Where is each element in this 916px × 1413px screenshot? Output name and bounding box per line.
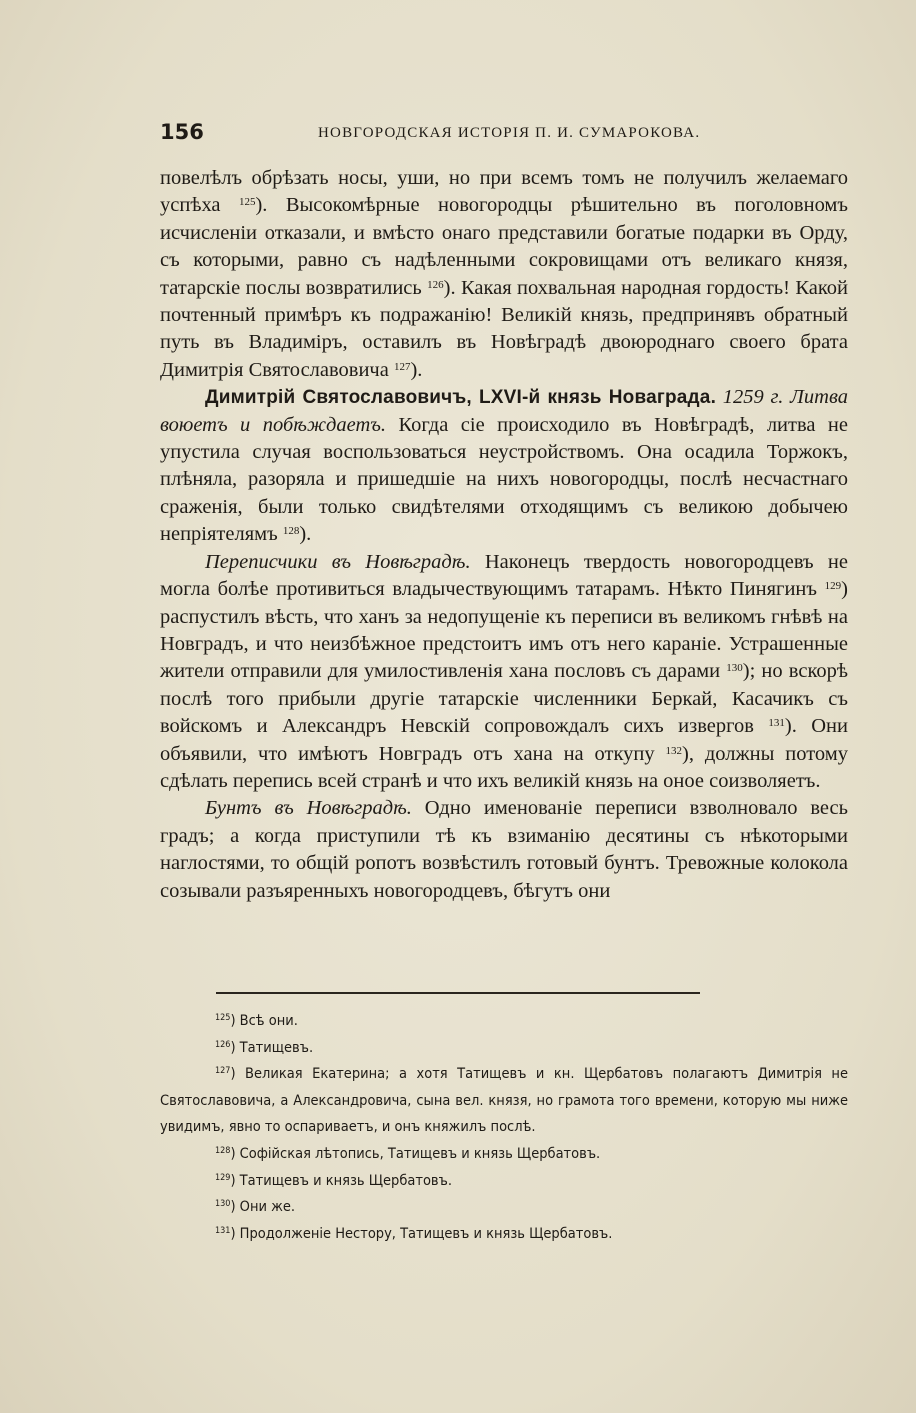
footnote-ref: 132 (665, 744, 682, 757)
year-note: 1259 г. (716, 386, 791, 409)
text-span: ). (299, 523, 312, 546)
footnote-ref: 125 (238, 196, 256, 209)
text-span: Когда сіе происходило въ Новѣградѣ, литва не упустила случая воспользоваться неустройствомъ. Она осадила Торжокъ, плѣняла, разоряла и пришедшіе на нихъ новогородцы, послѣ несчастнаго сраженія, были только свидѣтелями отходящимъ съ великою добычею непріятелямъ (160, 413, 849, 546)
footnote (160, 1221, 848, 1248)
footnote (160, 1194, 848, 1221)
footnote-text: ) Софійская лѣтопись, Татищевъ и князь Щербатовъ. (230, 1145, 601, 1162)
footnote (160, 1008, 848, 1035)
footnote-text: ) Они же. (230, 1199, 296, 1216)
side-heading: Бунтъ въ Новѣградѣ. (205, 797, 412, 820)
page-header (160, 120, 860, 150)
text-span: ) распустилъ вѣсть, что ханъ за недопущеніе къ переписи въ великомъ гнѣвѣ на Новградъ, и что неизбѣжное предстоитъ имъ отъ него караніе. Устрашенные жители отправили для умилостивленія хана пословъ съ дарами (160, 578, 848, 683)
paragraph-3 (160, 549, 848, 796)
text-span: повелѣлъ обрѣзать носы, уши, но при всемъ томъ не получилъ желаемаго успѣха (160, 167, 848, 217)
footnote (160, 1035, 848, 1062)
footnote-ref: 130 (726, 662, 743, 675)
footnote-number: 127 (215, 1066, 231, 1077)
footnote-number: 130 (215, 1199, 231, 1210)
text-span: ). Высокомѣрные новогородцы рѣшительно въ поголовномъ исчисленіи отказали, и вмѣсто онаго представили богатые подарки въ Орду, съ которыми, равно съ надѣленными сокровищами отъ великаго князя, татарскіе послы возвратились (160, 194, 849, 299)
side-heading: Литва воюетъ и побѣждаетъ. (160, 386, 848, 436)
footnote-text: ) Великая Екатерина; а хотя Татищевъ и кн. Щербатовъ полагаютъ Димитрія не Святославовича, а Александровича, сына вел. князя, но грамота того времени, которую мы ниже увидимъ, явно то оспариваетъ, и онъ княжилъ послѣ. (160, 1066, 848, 1136)
footnote-text: ) Татищевъ. (230, 1039, 314, 1056)
text-span: ). Какая похвальная народная гордость! Какой почтенный примѣръ къ подражанію! Великій князь, предпринявъ обратный путь въ Владиміръ, оставилъ въ Новѣградѣ двоюроднаго своего брата Димитрія Святославовича (160, 276, 848, 381)
running-title: НОВГОРОДСКАЯ ИСТОРІЯ П. И. СУМАРОКОВА. (318, 125, 701, 141)
footnote-number: 131 (215, 1225, 231, 1236)
paragraph-4 (160, 795, 848, 905)
footnote (160, 1061, 848, 1141)
footnote-number: 126 (215, 1039, 231, 1050)
section-heading: Димитрій Святославовичъ, LXVI-й князь Новаграда. (205, 387, 717, 409)
paragraph-1 (160, 165, 848, 384)
page-number: 156 (160, 120, 204, 144)
footnote-text: ) Всѣ они. (230, 1013, 298, 1029)
footnote-number: 129 (215, 1172, 231, 1183)
footnote-ref: 128 (282, 525, 300, 538)
text-span: Одно именованіе переписи взволновало весь градъ; а когда приступили тѣ къ взиманію десятины съ нѣкоторыми наглостями, то общій ропотъ возвѣстилъ готовый бунтъ. Тревожные колокола созывали разъяренныхъ новогородцевъ, бѣгутъ они (160, 797, 848, 902)
footnote (160, 1141, 848, 1168)
footnote-ref: 129 (824, 580, 842, 593)
footnote-number: 128 (215, 1145, 231, 1156)
footnote-number: 125 (215, 1013, 231, 1023)
footnote-divider (216, 992, 700, 994)
text-span: ). Они объявили, что имѣютъ Новградъ отъ хана на откупу (160, 715, 848, 765)
main-text (160, 165, 848, 905)
footnote-text: ) Продолженіе Нестору, Татищевъ и князь Щербатовъ. (230, 1225, 613, 1242)
footnote-ref: 126 (427, 278, 444, 291)
footnotes (160, 1008, 848, 1247)
text-span: ), должны потому сдѣлать перепись всей странѣ и что ихъ великій князь на оное соизволяетъ. (160, 742, 848, 792)
text-span: ); но вскорѣ послѣ того прибыли другіе татарскіе численники Беркай, Касачикъ съ войскомъ и Александръ Невскій сопровождалъ сихъ извергов (160, 660, 849, 738)
text-span: ). (410, 358, 423, 381)
paragraph-2 (160, 384, 848, 548)
footnote-ref: 127 (393, 360, 411, 373)
side-heading: Переписчики въ Новѣградѣ. (205, 550, 471, 573)
footnote-text: ) Татищевъ и князь Щербатовъ. (230, 1172, 452, 1189)
text-span: Наконецъ твердость новогородцевъ не могла болѣе противиться владычествующимъ татарамъ. Нѣкто Пинягинъ (160, 550, 849, 601)
footnote (160, 1168, 848, 1195)
footnote-ref: 131 (768, 717, 785, 730)
